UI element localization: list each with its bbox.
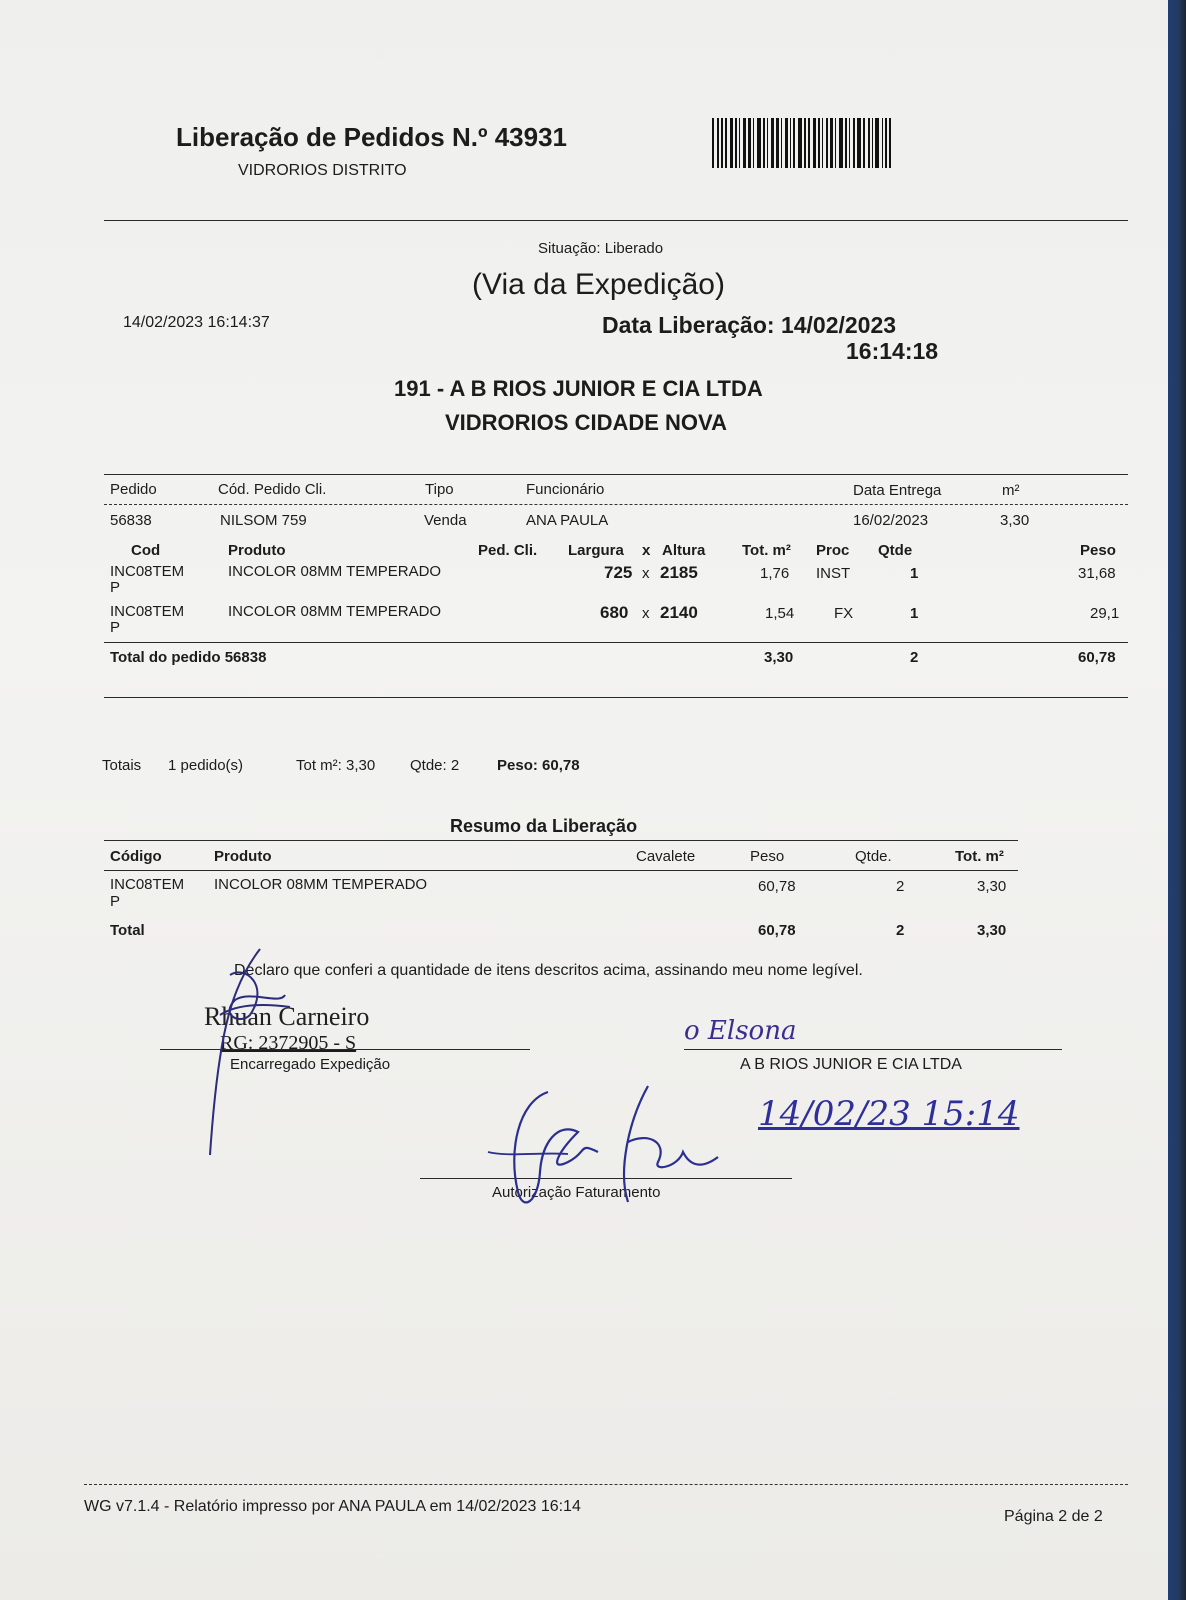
barcode-bar [830,118,832,168]
barcode-bar [845,118,847,168]
release-date: Data Liberação: 14/02/2023 [602,312,897,338]
item2-cod-suffix: P [110,619,121,636]
barcode-bar [781,118,783,168]
barcode-bar [717,118,719,168]
item2-tot-m2: 1,54 [765,605,795,622]
barcode-bar [813,118,816,168]
stamp-rg: RG: 2372905 - S [220,1032,357,1054]
barcode-bar [785,118,787,168]
item1-altura: 2185 [660,563,698,582]
item-col-produto: Produto [228,542,286,559]
item2-qtde: 1 [910,605,919,622]
barcode-bar [804,118,806,168]
resumo-row-produto: INCOLOR 08MM TEMPERADO [214,876,428,893]
item1-tot-m2: 1,76 [760,565,790,582]
resumo-row-qtde: 2 [896,878,905,895]
barcode-bar [822,118,824,168]
item-col-x: x [642,542,651,559]
resumo-col-cavalete: Cavalete [636,848,696,865]
barcode-bar [767,118,769,168]
barcode-bar [721,118,723,168]
order-client-code: NILSOM 759 [220,512,307,529]
order-m2: 3,30 [1000,512,1030,529]
item-col-peso: Peso [1080,542,1116,559]
item2-cod: INC08TEM [110,603,185,620]
stamp-name: Rhuan Carneiro [204,1002,370,1031]
resumo-row-tot-m2: 3,30 [977,878,1007,895]
barcode-bar [826,118,828,168]
client-sign-label: A B RIOS JUNIOR E CIA LTDA [740,1056,962,1073]
footer-rule [84,1484,1128,1485]
order-number: 56838 [110,512,152,529]
totals-label: Totais [102,757,142,774]
barcode-bar [872,118,874,168]
resumo-col-tot-m2: Tot. m² [955,848,1004,865]
client-store: VIDRORIOS CIDADE NOVA [445,410,727,435]
handwritten-date: 14/02/23 15:14 [758,1094,1020,1134]
item-col-cod: Cod [131,542,161,559]
resumo-row-codigo-suffix: P [110,893,121,910]
order-total-m2: 3,30 [764,649,794,666]
item1-largura: 725 [604,563,633,582]
col-m2: m² [1002,482,1020,499]
item1-cod-suffix: P [110,579,121,596]
item2-largura: 680 [600,603,629,622]
item1-peso: 31,68 [1078,565,1116,582]
item1-proc: INST [816,565,851,582]
barcode-bar [857,118,861,168]
col-pedido: Pedido [110,481,157,498]
item2-proc: FX [834,605,854,622]
totals-pedidos: 1 pedido(s) [168,757,244,774]
barcode-bar [712,118,714,168]
item-col-ped-cli: Ped. Cli. [478,542,538,559]
col-data-entrega: Data Entrega [853,482,942,499]
expedicao-signature-ink [190,945,310,1185]
client-handwritten-signature: o Elsona [684,1016,797,1046]
resumo-total-peso: 60,78 [758,922,796,939]
order-bottom-rule [104,697,1128,698]
resumo-total-label: Total [110,922,145,939]
barcode-bar [735,118,737,168]
header-rule [104,220,1128,221]
barcode-bar [818,118,820,168]
footer-page-number: Página 2 de 2 [1004,1508,1103,1525]
item-col-qtde: Qtde [878,542,913,559]
release-time: 16:14:18 [846,338,939,364]
item1-produto: INCOLOR 08MM TEMPERADO [228,563,442,580]
barcode-bar [763,118,765,168]
item-col-altura: Altura [662,542,706,559]
item-col-largura: Largura [568,542,624,559]
barcode-bar [889,118,891,168]
faturamento-label: Autorização Faturamento [492,1184,661,1201]
document-title: Liberação de Pedidos N.º 43931 [176,122,567,152]
photo-right-edge [1168,0,1186,1600]
order-table-top-rule [104,474,1128,475]
resumo-row-codigo: INC08TEM [110,876,185,893]
barcode-bar [776,118,779,168]
barcode-bar [849,118,851,168]
barcode-bar [798,118,802,168]
col-funcionario: Funcionário [526,481,605,498]
footer-printed-by: WG v7.1.4 - Relatório impresso por ANA PAULA em 14/02/2023 16:14 [84,1498,581,1515]
declaration-text: Declaro que conferi a quantidade de itens descritos acima, assinando meu nome legível. [234,962,863,979]
barcode-bar [753,118,755,168]
via-label: (Via da Expedição) [472,268,725,301]
barcode-bar [793,118,795,168]
resumo-total-qtde: 2 [896,922,905,939]
barcode-bar [771,118,773,168]
item2-altura: 2140 [660,603,698,622]
order-employee: ANA PAULA [526,512,609,529]
order-total-label: Total do pedido 56838 [110,649,267,666]
company-name: VIDRORIOS DISTRITO [238,162,407,179]
item2-peso: 29,1 [1090,605,1120,622]
resumo-top-rule [104,840,1018,841]
barcode-bar [885,118,887,168]
item1-qtde: 1 [910,565,919,582]
barcode [712,118,894,168]
faturamento-signature-ink [478,1082,738,1222]
totals-qtde: Qtde: 2 [410,757,460,774]
order-total-qtde: 2 [910,649,919,666]
totals-m2: Tot m²: 3,30 [296,757,376,774]
barcode-bar [748,118,750,168]
resumo-title: Resumo da Liberação [450,816,638,836]
resumo-col-codigo: Código [110,848,162,865]
col-cod-pedido-cli: Cód. Pedido Cli. [218,481,327,498]
barcode-bar [839,118,842,168]
barcode-bar [730,118,733,168]
client-sign-line [684,1049,1062,1050]
barcode-bar [835,118,837,168]
order-type: Venda [424,512,467,529]
item2-produto: INCOLOR 08MM TEMPERADO [228,603,442,620]
barcode-bar [739,118,741,168]
barcode-bar [743,118,746,168]
item2-x: x [642,605,650,622]
col-tipo: Tipo [425,481,454,498]
item-col-proc: Proc [816,542,850,559]
resumo-col-produto: Produto [214,848,272,865]
resumo-col-qtde: Qtde. [855,848,892,865]
barcode-bar [868,118,870,168]
barcode-bar [757,118,761,168]
barcode-bar [882,118,884,168]
status-text: Situação: Liberado [538,240,664,257]
client-name: 191 - A B RIOS JUNIOR E CIA LTDA [394,376,763,401]
order-total-rule [104,642,1128,643]
barcode-bar [790,118,792,168]
barcode-bar [853,118,855,168]
resumo-col-peso: Peso [750,848,785,865]
printed-timestamp: 14/02/2023 16:14:37 [123,314,270,331]
barcode-bar [875,118,878,168]
order-delivery-date: 16/02/2023 [853,512,929,529]
resumo-total-tot-m2: 3,30 [977,922,1007,939]
item1-cod: INC08TEM [110,563,185,580]
totals-peso: Peso: 60,78 [497,757,580,774]
item-col-tot-m2: Tot. m² [742,542,791,559]
resumo-header-rule [104,870,1018,871]
order-total-peso: 60,78 [1078,649,1116,666]
resumo-row-peso: 60,78 [758,878,796,895]
barcode-bar [863,118,865,168]
barcode-bar [725,118,727,168]
expedicao-label: Encarregado Expedição [230,1056,391,1073]
barcode-bar [808,118,810,168]
order-header-rule [104,504,1128,505]
item1-x: x [642,565,650,582]
